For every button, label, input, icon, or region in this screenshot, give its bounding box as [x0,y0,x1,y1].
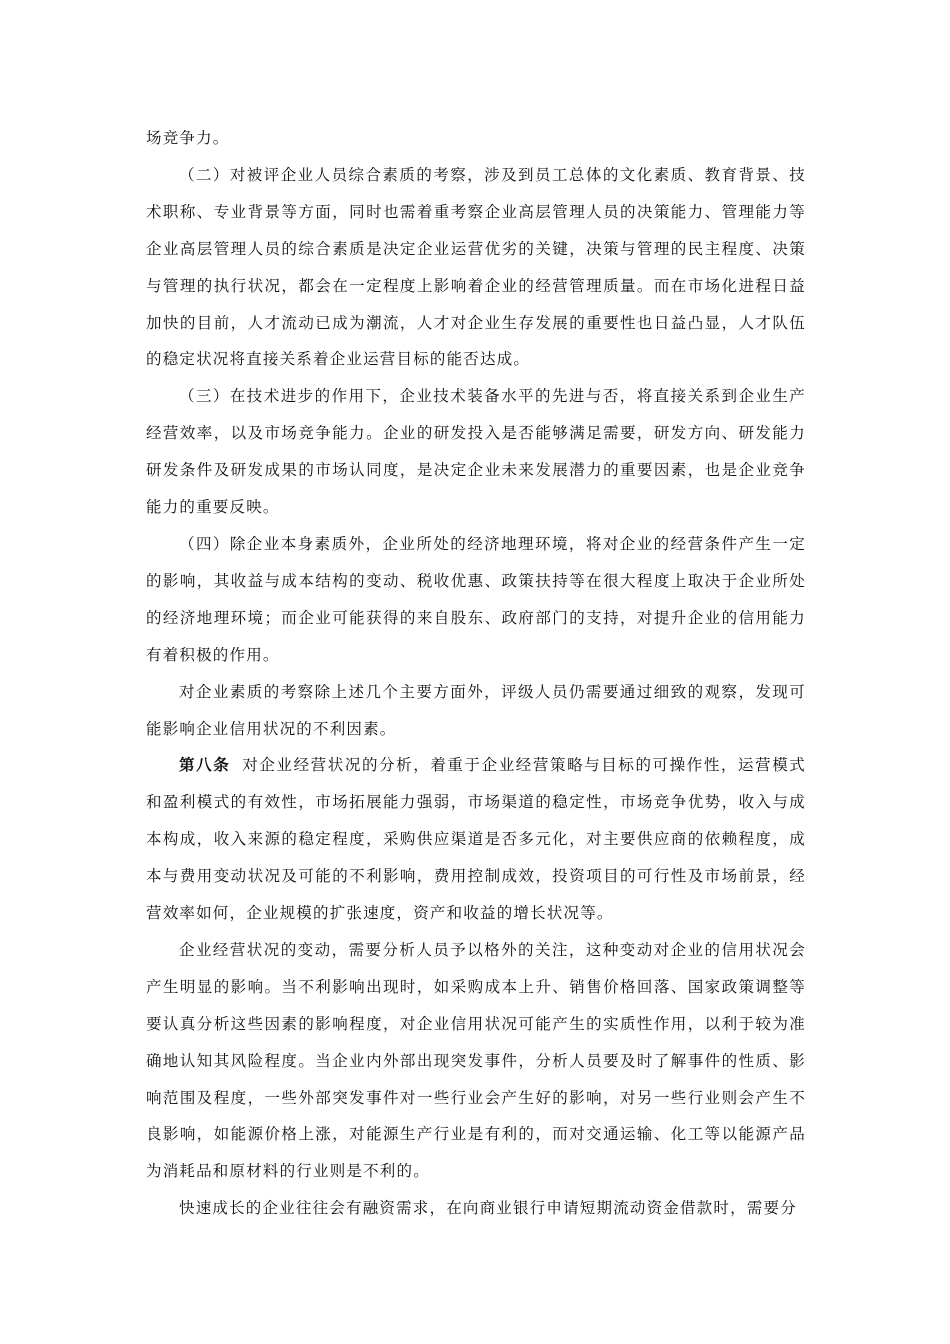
paragraph-section-2: （二）对被评企业人员综合素质的考察，涉及到员工总体的文化素质、教育背景、技术职称、专业背景等方面，同时也需着重考察企业高层管理人员的决策能力、管理能力等企业高层管理人员的综合素质是决定企业运营优劣的关键，决策与管理的民主程度、决策与管理的执行状况，都会在一定程度上影响着企业的经营管理质量。而在市场化进程日益加快的目前，人才流动已成为潮流，人才对企业生存发展的重要性也日益凸显，人才队伍的稳定状况将直接关系着企业运营目标的能否达成。 [146,165,806,369]
article-8-label: 第八条 [179,755,231,775]
article-8-text: 对企业经营状况的分析，着重于企业经营策略与目标的可操作性，运营模式和盈利模式的有效性，市场拓展能力强弱，市场渠道的稳定性，市场竞争优势，收入与成本构成，收入来源的稳定程度，采购供应渠道是否多元化，对主要供应商的依赖程度，成本与费用变动状况及可能的不利影响，费用控制成效，投资项目的可行性及市场前景，经营效率如何，企业规模的扩张速度，资产和收益的增长状况等。 [146,756,806,923]
body-text [146,120,806,1227]
paragraph-operating-changes: 企业经营状况的变动，需要分析人员予以格外的关注，这种变动对企业的信用状况会产生明显的影响。当不利影响出现时，如采购成本上升、销售价格回落、国家政策调整等要认真分析这些因素的影响程度，对企业信用状况可能产生的实质性作用，以利于较为准确地认知其风险程度。当企业内外部出现突发事件，分析人员要及时了解事件的性质、影响范围及程度，一些外部突发事件对一些行业会产生好的影响，对另一些行业则会产生不良影响，如能源价格上涨，对能源生产行业是有利的，而对交通运输、化工等以能源产品为消耗品和原材料的行业则是不利的。 [146,940,806,1181]
paragraph-article-8 [146,747,806,932]
paragraph-continuation: 场竞争力。 [146,129,230,147]
paragraph-section-3: （三）在技术进步的作用下，企业技术装备水平的先进与否，将直接关系到企业生产经营效率，以及市场竞争能力。企业的研发投入是否能够满足需要，研发方向、研发能力研发条件及研发成果的市场认同度，是决定企业未来发展潜力的重要因素，也是企业竞争能力的重要反映。 [146,387,806,517]
paragraph-section-4: （四）除企业本身素质外，企业所处的经济地理环境，将对企业的经营条件产生一定的影响，其收益与成本结构的变动、税收优惠、政策扶持等在很大程度上取决于企业所处的经济地理环境；而企业可能获得的来自股东、政府部门的支持，对提升企业的信用能力有着积极的作用。 [146,534,806,664]
paragraph-financing-needs: 快速成长的企业往往会有融资需求，在向商业银行申请短期流动资金借款时，需要分 [179,1199,797,1218]
paragraph-summary: 对企业素质的考察除上述几个主要方面外，评级人员仍需要通过细致的观察，发现可能影响企业信用状况的不利因素。 [146,682,806,738]
